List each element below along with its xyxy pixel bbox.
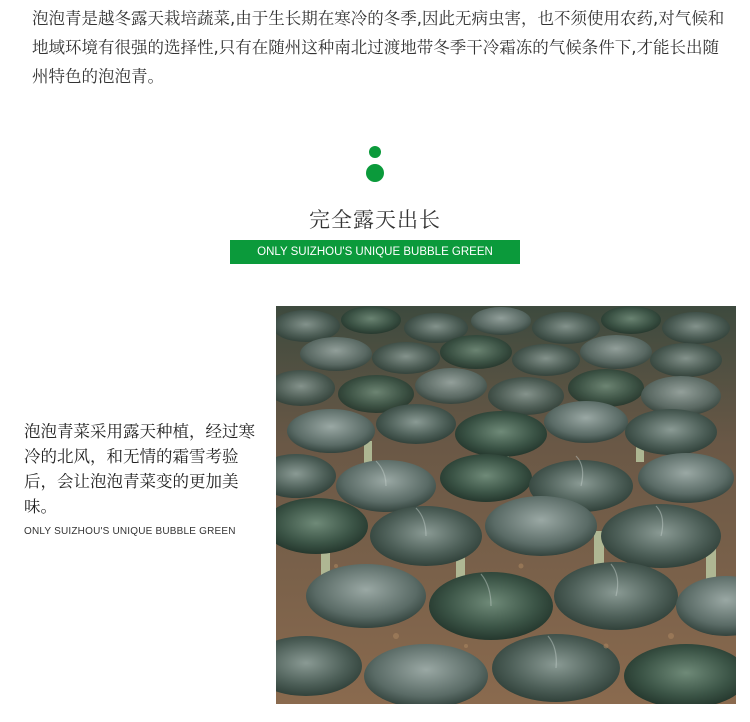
section-banner: ONLY SUIZHOU'S UNIQUE BUBBLE GREEN xyxy=(230,240,520,264)
feature-subtitle: ONLY SUIZHOU'S UNIQUE BUBBLE GREEN xyxy=(24,526,236,537)
feature-description: 泡泡青菜采用露天种植，经过寒冷的北风，和无情的霜雪考验后，会让泡泡青菜变的更加美味。 xyxy=(24,422,255,516)
vegetable-field-photo xyxy=(276,306,736,704)
decorative-dots-icon xyxy=(366,146,384,184)
section-title: 完全露天出长 xyxy=(309,208,441,232)
intro-paragraph: 泡泡青是越冬露天栽培蔬菜,由于生长期在寒冷的冬季,因此无病虫害，也不须使用农药,对气候和地域环境有很强的选择性,只有在随州这种南北过渡地带冬季干冷霜冻的气候条件下,才能长出随州特色的泡泡青。 xyxy=(32,9,725,86)
